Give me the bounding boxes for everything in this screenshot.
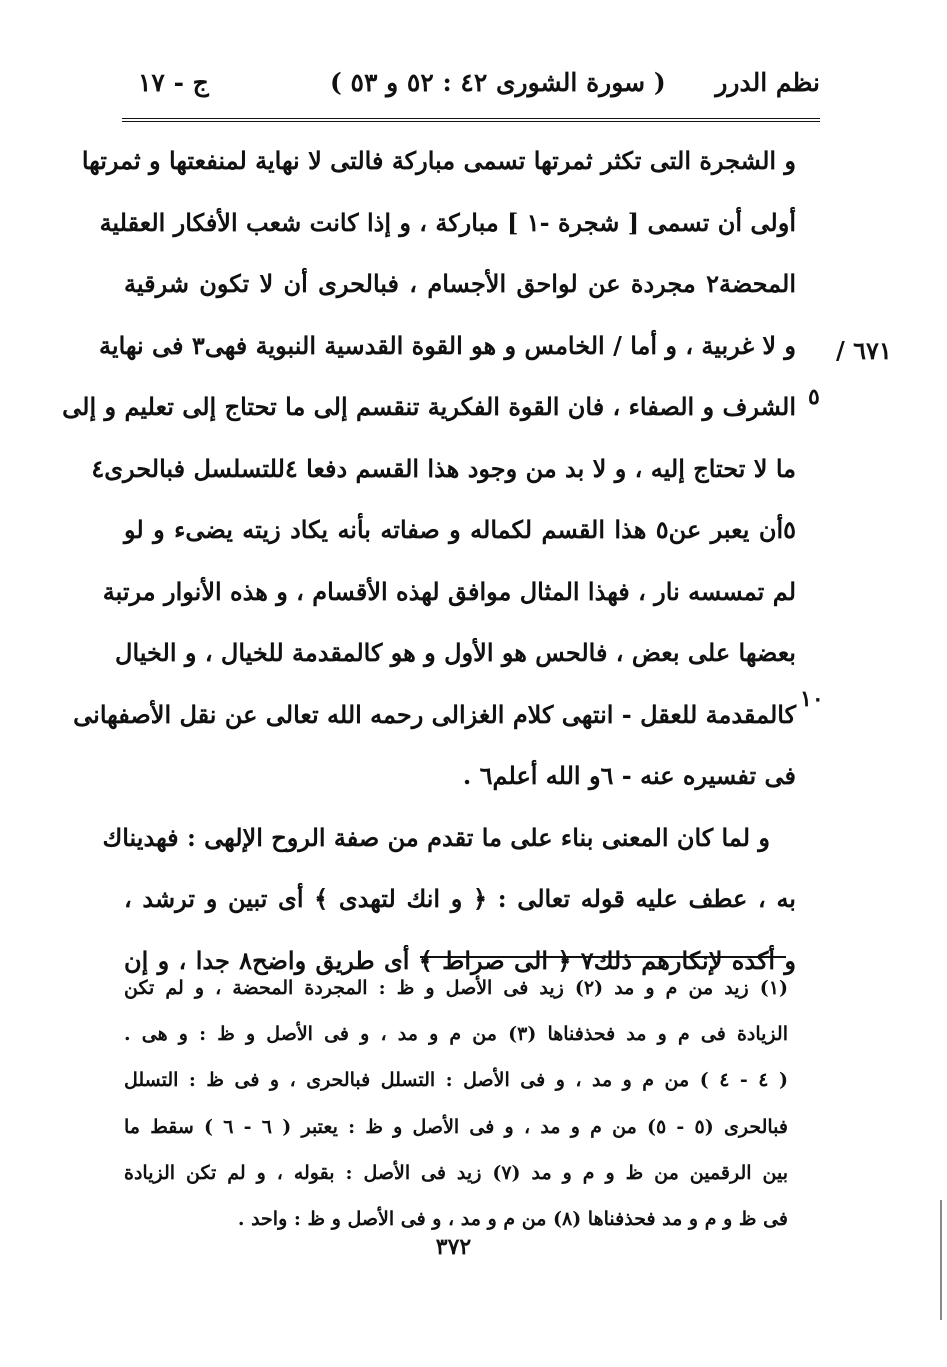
footnote-line: ( ٤ - ٤ ) من م و مد ، و فى الأصل : التسلل فبالحرى ، و فى ظ : التسلل xyxy=(124,1069,788,1092)
text-line: و لما كان المعنى بناء على ما تقدم من صفة الروح الإلهى : فهديناك xyxy=(102,822,770,852)
text-line: و لا غربية ، و أما / الخامس و هو القوة القدسية النبوية فهى٣ فى نهاية xyxy=(99,330,796,360)
text-line: و أكده لإنكارهم ذلك٧ ﴿ الى صراط ﴾ أى طريق واضح٨ جدا ، و إن xyxy=(124,945,796,975)
header-rule xyxy=(122,118,820,122)
text-line: بعضها على بعض ، فالحس هو الأول و هو كالمقدمة للخيال ، و الخيال xyxy=(115,638,796,667)
margin-page-reference: / ٦٧١ xyxy=(836,336,892,365)
text-line: فى تفسيره عنه - ٦و الله أعلم٦ . xyxy=(462,761,796,790)
text-line: به ، عطف عليه قوله تعالى : ﴿ و انك لتهدى ﴾ أى تبين و ترشد ، xyxy=(124,884,796,913)
book-title: نظم الدرر xyxy=(715,68,820,97)
surah-reference: ( سورة الشورى ٤٢ : ٥٢ و ٥٣ ) xyxy=(330,68,666,97)
footnote-line: (١) زيد من م و مد (٢) زيد فى الأصل و ظ : المجردة المحضة ، و لم تكن xyxy=(124,977,788,999)
text-line: الشرف و الصفاء ، فان القوة الفكرية تنقسم إلى ما تحتاج إلى تعليم و إلى xyxy=(62,392,796,421)
page-number: ٣٧٢ xyxy=(435,1234,472,1260)
text-line: ٥أن يعبر عن٥ هذا القسم لكماله و صفاته بأنه يكاد زيته يضىء و لو xyxy=(124,515,797,544)
text-line: و الشجرة التى تكثر ثمرتها تسمى مباركة فالتى لا نهاية لمنفعتها و ثمرتها xyxy=(81,146,796,175)
line-number-5: ٥ xyxy=(808,384,820,410)
footnote-line: بين الرقمين من ظ و م و مد (٧) زيد فى الأصل : بقوله ، و لم تكن الزيادة xyxy=(124,1161,788,1184)
text-line: لم تمسسه نار ، فهذا المثال موافق لهذه الأقسام ، و هذه الأنوار مرتبة xyxy=(102,576,796,606)
text-line: أولى أن تسمى [ شجرة -١ ] مباركة ، و إذا كانت شعب الأفكار العقلية xyxy=(99,207,796,237)
footnote-rule xyxy=(420,956,786,958)
footnote-line: فى ظ و م و مد فحذفناها (٨) من م و مد ، و فى الأصل و ظ : واحد . xyxy=(237,1207,788,1230)
volume-number: ج - ١٧ xyxy=(138,68,209,97)
scan-edge xyxy=(940,1200,942,1320)
footnote-line: الزيادة فى م و مد فحذفناها (٣) من م و مد ، و فى الأصل و ظ : و هى . xyxy=(124,1023,788,1046)
text-line: المحضة٢ مجردة عن لواحق الأجسام ، فبالحرى أن لا تكون شرقية xyxy=(124,269,796,298)
main-text xyxy=(62,130,797,991)
footnotes xyxy=(124,965,788,1242)
footnote-line: فبالحرى (٥ - ٥) من م و مد ، و فى الأصل و ظ : يعتبر ( ٦ - ٦ ) سقط ما xyxy=(124,1115,788,1138)
line-number-10: ١٠ xyxy=(800,686,824,712)
text-line: كالمقدمة للعقل - انتهى كلام الغزالى رحمه الله تعالى عن نقل الأصفهانى xyxy=(73,699,796,729)
running-header xyxy=(120,68,820,108)
text-line: ما لا تحتاج إليه ، و لا بد من وجود هذا القسم دفعا ٤للتسلسل فبالحرى٤ xyxy=(91,453,796,483)
